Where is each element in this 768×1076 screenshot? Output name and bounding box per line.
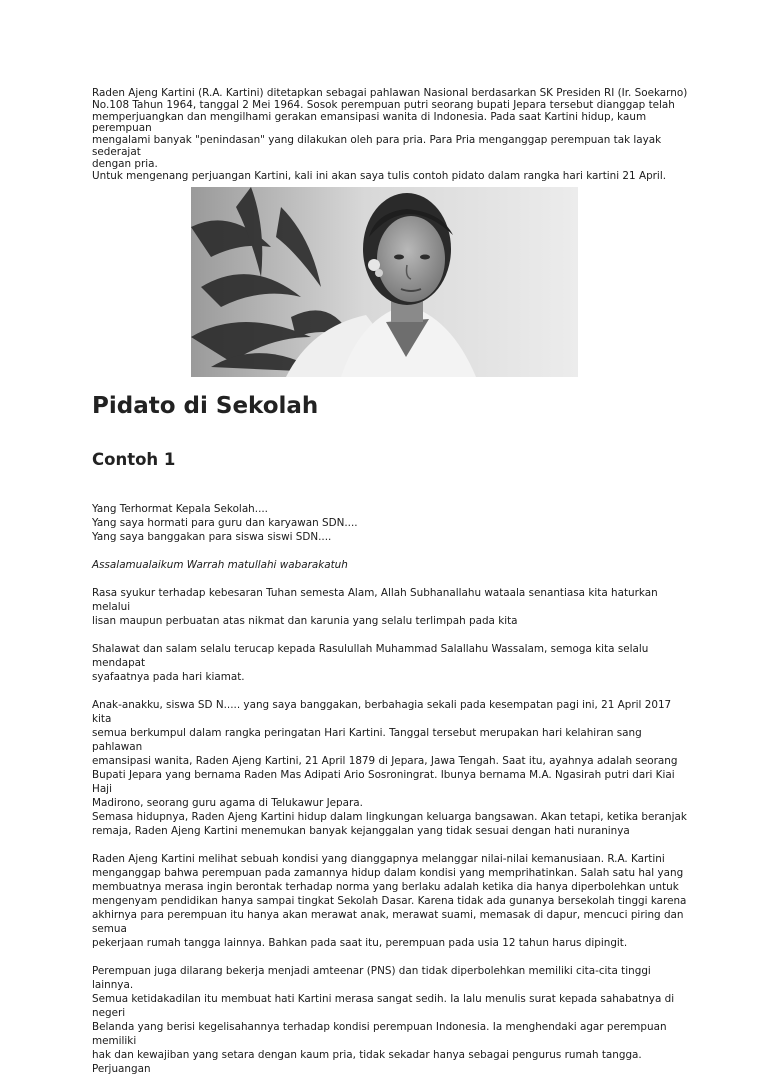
kartini-portrait-photo: [191, 187, 578, 377]
body-paragraph: Shalawat dan salam selalu terucap kepada Rasulullah Muhammad Salallahu Wassalam, semoga kita selalu mendapat syafaatnya pada hari kiamat.: [92, 643, 649, 683]
body-paragraph: Raden Ajeng Kartini melihat sebuah kondisi yang dianggapnya melanggar nilai-nilai kemanusiaan. R.A. Kartini menganggap bahwa perempuan pada zamannya hidup dalam kondisi yang memprihatinkan. Salah satu hal yang membuatnya merasa ingin berontak terhadap norma yang berlaku adalah ketika dia hanya diperbolehkan untuk mengenyam pendidikan hanya sampai tingkat Sekolah Dasar. Karena tidak ada gunanya bersekolah tinggi karena akhirnya para perempuan itu hanya akan merawat anak, merawat suami, memasak di dapur, mencuci piring dan semua pekerjaan rumah tangga lainnya. Bahkan pada saat itu, perempuan pada usia 12 tahun harus dipingit.: [92, 853, 687, 949]
intro-paragraph: Raden Ajeng Kartini (R.A. Kartini) ditetapkan sebagai pahlawan Nasional berdasarkan SK Presiden RI (Ir. Soekarno) No.108 Tahun 1964, tanggal 2 Mei 1964. Sosok perempuan putri seorang bupati Jepara tersebut dianggap telah memperjuangkan dan mengilhami gerakan emansipasi wanita di Indonesia. Pada saat Kartini hidup, kaum perempuan mengalami banyak "penindasan" yang dilakukan oleh para pria. Para Pria menganggap perempuan tak layak sederajat dengan pria. Untuk mengenang perjuangan Kartini, kali ini akan saya tulis contoh pidato dalam rangka hari kartini 21 April.: [92, 87, 688, 182]
body-paragraph: Rasa syukur terhadap kebesaran Tuhan semesta Alam, Allah Subhanallahu wataala senantiasa kita haturkan melalui lisan maupun perbuatan atas nikmat dan karunia yang selalu terlimpah pada kita: [92, 587, 658, 627]
salam-line: Assalamualaikum Warrah matullahi wabarakatuh: [92, 559, 348, 571]
speech-body: [92, 502, 692, 1076]
body-paragraph: Perempuan juga dilarang bekerja menjadi amteenar (PNS) dan tidak diperbolehkan memiliki cita-cita tinggi lainnya. Semua ketidakadilan itu membuat hati Kartini merasa sangat sedih. Ia lalu menulis surat kepada sahabatnya di negeri Belanda yang berisi kegelisahannya terhadap kondisi perempuan Indonesia. Ia menghendaki agar perempuan memiliki hak dan kewajiban yang setara dengan kaum pria, tidak sekadar hanya sebagai pengurus rumah tangga. Perjuangan: [92, 965, 675, 1075]
page-title: Pidato di Sekolah: [92, 393, 319, 419]
greeting-lines: Yang Terhormat Kepala Sekolah.... Yang saya hormati para guru dan karyawan SDN.... Yang saya banggakan para siswa siswi SDN....: [92, 503, 358, 543]
section-subtitle: Contoh 1: [92, 450, 176, 469]
body-paragraph: Anak-anakku, siswa SD N..... yang saya banggakan, berbahagia sekali pada kesempatan pagi ini, 21 April 2017 kita semua berkumpul dalam rangka peringatan Hari Kartini. Tanggal tersebut merupakan hari kelahiran sang pahlawan emansipasi wanita, Raden Ajeng Kartini, 21 April 1879 di Jepara, Jawa Tengah. Saat itu, ayahnya adalah seorang Bupati Jepara yang bernama Raden Mas Adipati Ario Sosroningrat. Ibunya bernama M.A. Ngasirah putri dari Kiai Haji Madirono, seorang guru agama di Telukawur Jepara. Semasa hidupnya, Raden Ajeng Kartini hidup dalam lingkungan keluarga bangsawan. Akan tetapi, ketika beranjak remaja, Raden Ajeng Kartini menemukan banyak kejanggalan yang tidak sesuai dengan hati nuraninya: [92, 699, 687, 837]
